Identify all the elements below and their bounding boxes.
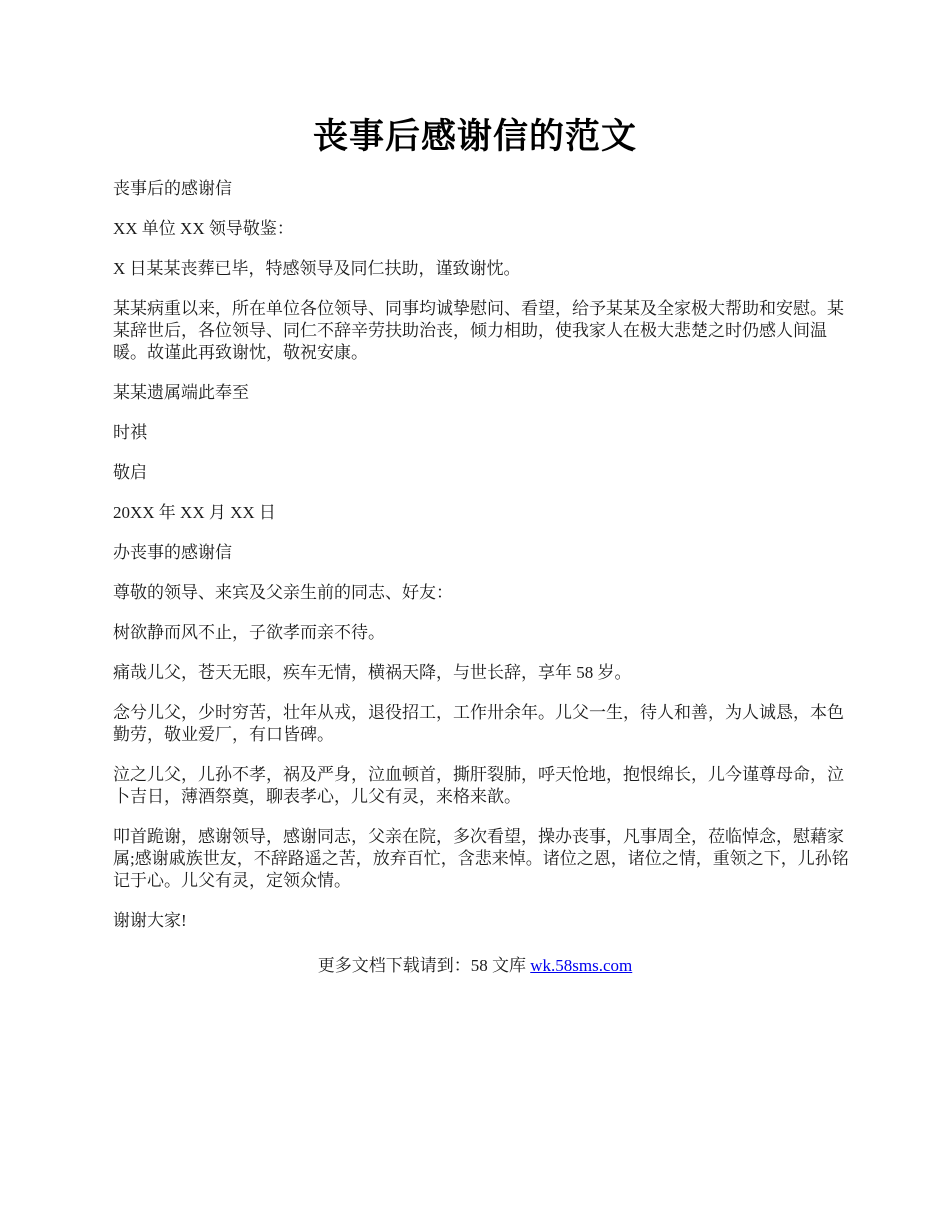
body-paragraph: 痛哉儿父，苍天无眼，疾车无情，横祸天降，与世长辞，享年 58 岁。 [113, 663, 632, 682]
signature-line: 某某遗属端此奉至 [113, 383, 249, 402]
footer [0, 955, 950, 977]
body-paragraph: 树欲静而风不止，子欲孝而亲不待。 [113, 623, 385, 642]
closing-line: 时祺 [113, 423, 147, 442]
date-line: 20XX 年 XX 月 XX 日 [113, 503, 276, 522]
body-paragraph: 泣之儿父，儿孙不孝，祸及严身，泣血顿首，撕肝裂肺，呼天怆地，抱恨绵长，儿今谨尊母命，泣卜吉日，薄酒祭奠，聊表孝心，儿父有灵，来格来歆。 [113, 765, 844, 806]
body-paragraph: X 日某某丧葬已毕，特感领导及同仁扶助，谨致谢忱。 [113, 259, 521, 278]
salutation-2: 尊敬的领导、来宾及父亲生前的同志、好友： [113, 583, 453, 602]
document-body [113, 178, 853, 950]
section-heading-2: 办丧事的感谢信 [113, 543, 232, 562]
document-title: 丧事后感谢信的范文 [312, 117, 637, 156]
section-heading-1: 丧事后的感谢信 [113, 179, 232, 198]
closing-thanks: 谢谢大家! [113, 911, 187, 930]
footer-text: 更多文档下载请到：58 文库 [317, 956, 531, 975]
salutation-1: XX 单位 XX 领导敬鉴： [113, 219, 294, 238]
body-paragraph: 念兮儿父，少时穷苦，壮年从戎，退役招工，工作卅余年。儿父一生，待人和善，为人诚恳，本色勤劳，敬业爱厂，有口皆碑。 [113, 703, 844, 744]
body-paragraph: 某某病重以来，所在单位各位领导、同事均诚挚慰问、看望，给予某某及全家极大帮助和安慰。某某辞世后，各位领导、同仁不辞辛劳扶助治丧，倾力相助，使我家人在极大悲楚之时仍感人间温暖。故谨此再致谢忱，敬祝安康。 [113, 299, 844, 362]
closing-line: 敬启 [113, 463, 147, 482]
footer-link[interactable]: wk.58sms.com [530, 956, 633, 975]
body-paragraph: 叩首跪谢，感谢领导，感谢同志，父亲在院，多次看望，操办丧事，凡事周全，莅临悼念，慰藉家属;感谢戚族世友，不辞路遥之苦，放弃百忙，含悲来悼。诸位之恩，诸位之情，重领之下，儿孙铭记于心。儿父有灵，定领众情。 [113, 827, 849, 890]
